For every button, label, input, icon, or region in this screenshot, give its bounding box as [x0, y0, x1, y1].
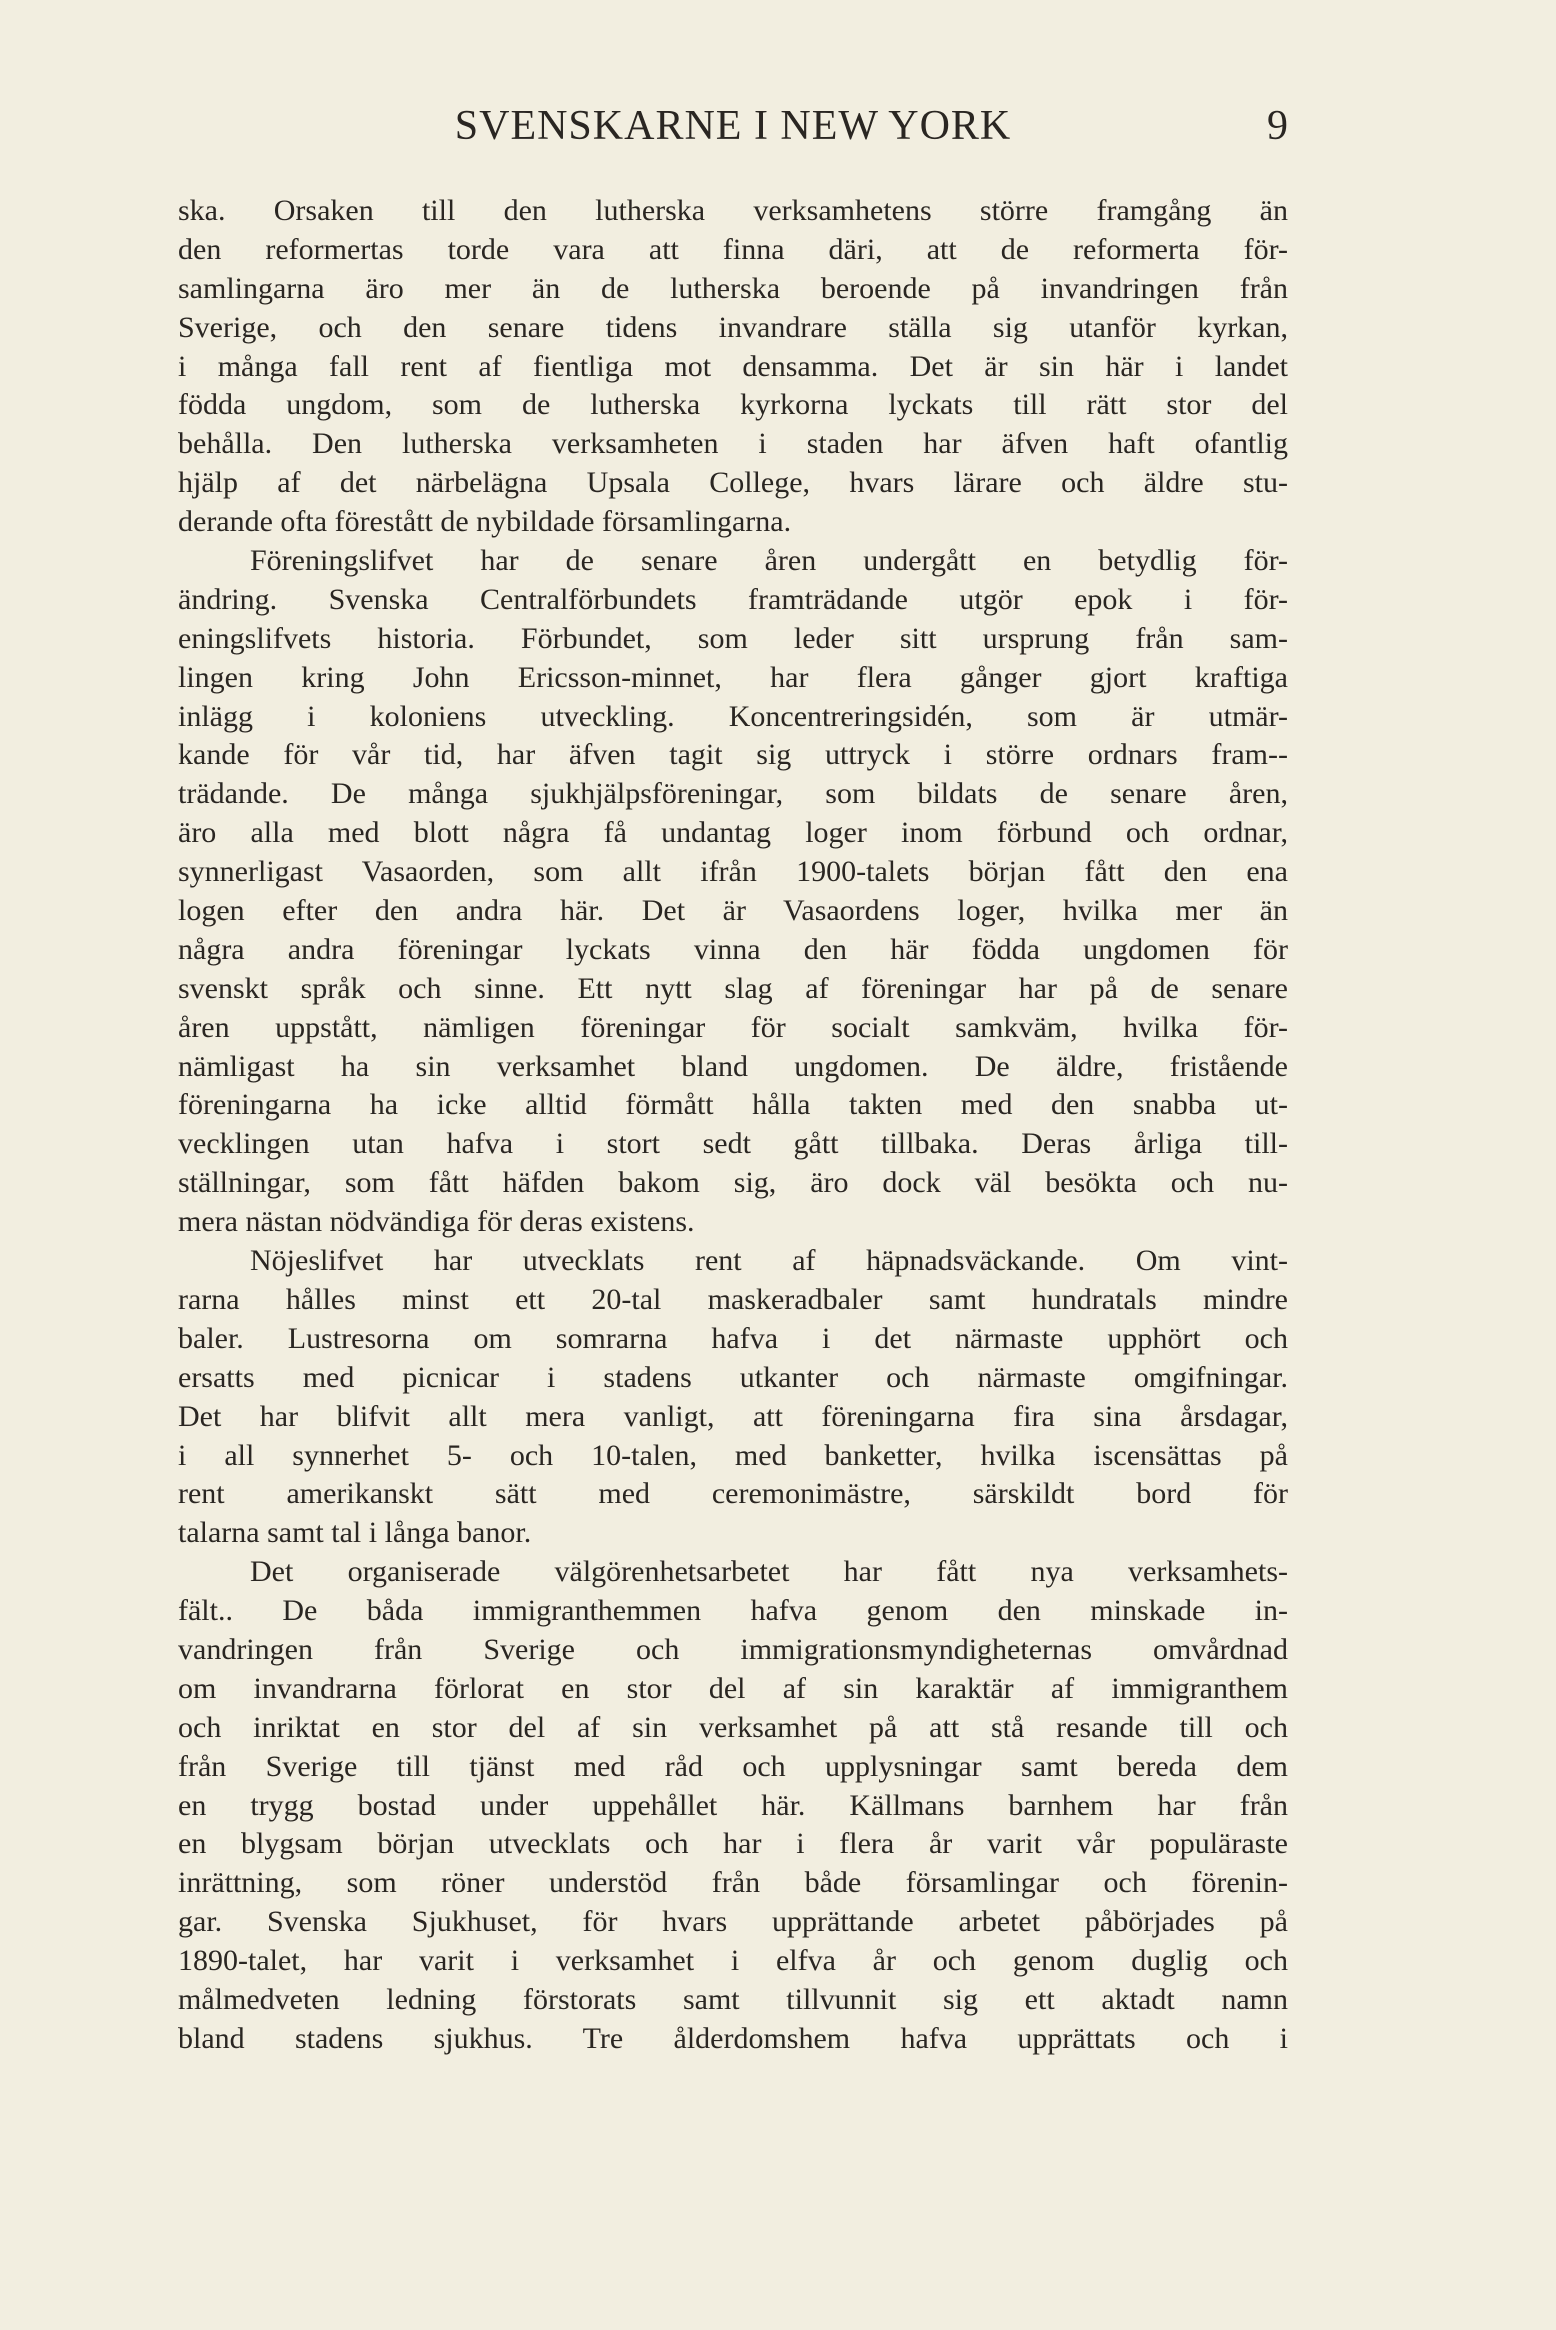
text-line: Föreningslifvet har de senare åren undergått en betydlig för- — [250, 544, 1288, 578]
text-line: mera nästan nödvändiga för deras existens. — [178, 1205, 695, 1239]
text-line: inlägg i koloniens utveckling. Koncentreringsidén, som är utmär- — [178, 699, 1288, 733]
text-line: eningslifvets historia. Förbundet, som leder sitt ursprung från sam- — [178, 621, 1288, 655]
text-line: och inriktat en stor del af sin verksamhet på att stå resande till och — [178, 1710, 1288, 1744]
text-line: lingen kring John Ericsson-minnet, har flera gånger gjort kraftiga — [178, 660, 1288, 694]
paragraph-4 — [178, 1553, 1288, 2059]
text-line: 1890-talet, har varit i verksamhet i elfva år och genom duglig och — [178, 1944, 1288, 1978]
text-line: om invandrarna förlorat en stor del af sin karaktär af immigranthem — [178, 1671, 1288, 1705]
page-number: 9 — [1267, 103, 1288, 149]
text-line: fält.. De båda immigranthemmen hafva genom den minskade in- — [178, 1594, 1288, 1628]
text-line: rarna hålles minst ett 20-tal maskeradbaler samt hundratals mindre — [178, 1282, 1288, 1316]
text-line: åren uppstått, nämligen föreningar för socialt samkväm, hvilka för- — [178, 1010, 1288, 1044]
text-line: ändring. Svenska Centralförbundets framträdande utgör epok i för- — [178, 582, 1288, 616]
text-line: ersatts med picnicar i stadens utkanter och närmaste omgifningar. — [178, 1360, 1288, 1394]
text-line: Det har blifvit allt mera vanligt, att föreningarna fira sina årsdagar, — [178, 1399, 1288, 1433]
text-line: kande för vår tid, har äfven tagit sig uttryck i större ordnars fram-- — [178, 738, 1288, 772]
text-line: ställningar, som fått häfden bakom sig, äro dock väl besökta och nu- — [178, 1166, 1288, 1200]
text-line: Nöjeslifvet har utvecklats rent af häpnadsväckande. Om vint- — [250, 1244, 1288, 1278]
running-head — [178, 96, 1288, 156]
text-line: från Sverige till tjänst med råd och upplysningar samt bereda dem — [178, 1749, 1288, 1783]
text-line: talarna samt tal i långa banor. — [178, 1516, 532, 1550]
text-line: Det organiserade välgörenhetsarbetet har fått nya verksamhets- — [250, 1555, 1288, 1589]
text-line: behålla. Den lutherska verksamheten i staden har äfven haft ofantlig — [178, 427, 1288, 461]
text-line: gar. Svenska Sjukhuset, för hvars upprättande arbetet påbörjades på — [178, 1905, 1288, 1939]
text-line: målmedveten ledning förstorats samt tillvunnit sig ett aktadt namn — [178, 1982, 1288, 2016]
text-line: födda ungdom, som de lutherska kyrkorna lyckats till rätt stor del — [178, 388, 1288, 422]
text-line: baler. Lustresorna om somrarna hafva i det närmaste upphört och — [178, 1321, 1288, 1355]
text-line: svenskt språk och sinne. Ett nytt slag af föreningar har på de senare — [178, 971, 1288, 1005]
text-line: Sverige, och den senare tidens invandrare ställa sig utanför kyrkan, — [178, 310, 1288, 344]
text-line: logen efter den andra här. Det är Vasaordens loger, hvilka mer än — [178, 894, 1288, 928]
text-line: den reformertas torde vara att finna däri, att de reformerta för- — [178, 232, 1288, 266]
text-line: vandringen från Sverige och immigrationsmyndigheternas omvårdnad — [178, 1632, 1288, 1666]
paragraph-2 — [178, 542, 1288, 1242]
body-text — [178, 192, 1288, 2059]
text-line: nämligast ha sin verksamhet bland ungdomen. De äldre, fristående — [178, 1049, 1288, 1083]
text-line: hjälp af det närbelägna Upsala College, hvars lärare och äldre stu- — [178, 466, 1288, 500]
paragraph-3 — [178, 1242, 1288, 1553]
text-line: en trygg bostad under uppehållet här. Källmans barnhem har från — [178, 1788, 1288, 1822]
text-line: i all synnerhet 5- och 10-talen, med banketter, hvilka iscensättas på — [178, 1438, 1288, 1472]
text-line: vecklingen utan hafva i stort sedt gått tillbaka. Deras årliga till- — [178, 1127, 1288, 1161]
text-line: några andra föreningar lyckats vinna den här födda ungdomen för — [178, 932, 1288, 966]
text-line: ska. Orsaken till den lutherska verksamhetens större framgång än — [178, 194, 1288, 227]
running-title: SVENSKARNE I NEW YORK — [454, 103, 1012, 149]
text-line: rent amerikanskt sätt med ceremonimästre, särskildt bord för — [178, 1477, 1288, 1511]
text-line: synnerligast Vasaorden, som allt ifrån 1900-talets början fått den ena — [178, 855, 1288, 889]
paragraph-1 — [178, 192, 1288, 542]
text-line: äro alla med blott några få undantag loger inom förbund och ordnar, — [178, 816, 1288, 850]
text-line: en blygsam början utvecklats och har i flera år varit vår populäraste — [178, 1827, 1288, 1861]
text-line: föreningarna ha icke alltid förmått hålla takten med den snabba ut- — [178, 1088, 1288, 1122]
text-line: bland stadens sjukhus. Tre ålderdomshem hafva upprättats och i — [178, 2021, 1288, 2055]
text-line: i många fall rent af fientliga mot densamma. Det är sin här i landet — [178, 349, 1288, 383]
text-line: trädande. De många sjukhjälpsföreningar, som bildats de senare åren, — [178, 777, 1288, 811]
text-line: samlingarna äro mer än de lutherska beroende på invandringen från — [178, 271, 1288, 305]
text-line: derande ofta förestått de nybildade församlingarna. — [178, 505, 792, 539]
text-line: inrättning, som röner understöd från både församlingar och förenin- — [178, 1866, 1288, 1900]
